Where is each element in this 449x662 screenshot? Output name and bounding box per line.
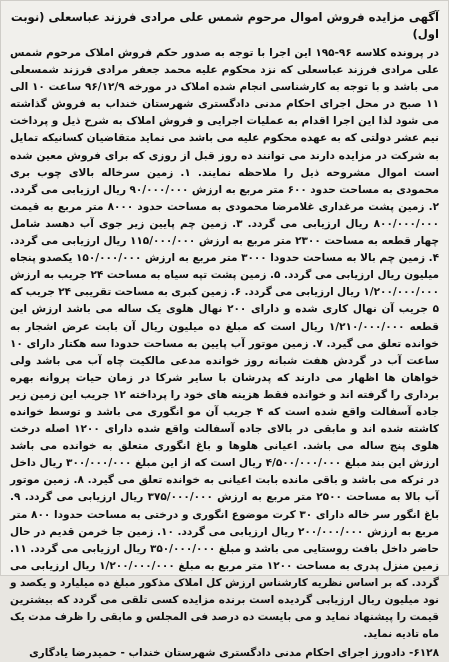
notice-body: در پرونده کلاسه ۹۶-۱۹۵ این اجرا با توجه به صدور حکم فروش املاک مرحوم شمس علی مرادی فرزند عباسعلی که نزد محکوم علیه محمد جعفر مرادی فرزند شمسعلی می باشد و با توجه به کارشناسی انجام شده املاک در مورخه ۹۶/۱۲/۹ ساعت ۱۰ الی ۱۱ صبح در محل اجرای احکام مدنی دادگستری شهرستان خنداب به فروش گذاشته می شود لذا این اجرا اقدام به عملیات اجرایی و فروش املاک به شرح ذیل و پرداخت نیم عشر دولتی که به عهده محکوم علیه می باشد می نماید متقاضیان کسانیکه تمایل به شرکت در مزایده دارند می توانند ده روز قبل از روزی که برای فروش معین شده است اموال مشروحه ذیل را ملاحظه نمایند. ۱. زمین سرخاله بالای چوب بری محمودی به مساحت حدود ۶۰۰ متر مربع به ارزش ۹۰/۰۰۰/۰۰۰ ریال ارزیابی می گردد. ۲. زمین پشت مرغداری غلامرضا محمودی به مساحت حدود ۸۰۰۰ متر مربع به قیمت ۸۰۰/۰۰۰/۰۰۰ ریال ارزیابی می گردد. ۳. زمین چم پایین زیر جوی آب دهسد شامل چهار قطعه به مساحت ۲۳۰۰ متر مربع به ارزش ۱۱۵/۰۰۰/۰۰۰ ریال ارزیابی می گردد. ۴. زمین چم بالا به مساحت حدودا ۳۰۰۰ متر مربع به ارزش ۱۵۰/۰۰۰/۰۰۰ یکصدو پنجاه میلیون ریال ارزیابی می گردد. ۵. زمین پشت تپه سیاه به مساحت ۲۴ جریب به ارزش ۱/۲۰۰/۰۰۰/۰۰۰ ریال ارزیابی می گردد. ۶. زمین کبری به مساحت تقریبی ۲۴ جریب که ۵ جریب آن نهال کاری شده و دارای ۲۰۰ نهال هلوی یک ساله می باشد ارزش این قطعه ۱/۲۱۰/۰۰۰/۰۰۰ ریال است که مبلغ ده میلیون ریال آن بابت عرض اشجار به خوانده تعلق می گیرد. ۷. زمین موتور آب پایین به مساحت حدودا سه هکتار دارای ۱۰ ساعت آب در گردش هفت شبانه روز خوانده مدعی مالکیت چاه آب می باشد ولی خواهان ها اظهار می دارند که پدرشان با سایر شرکا در زمان حیات پروانه بهره برداری را گرفته اند و خوانده فقط هزینه های خود را پرداخته ۱۲ جریب این زمین زیر جاده آسفالت واقع شده است که ۴ جریب آن مو انگوری می باشد و توسط خوانده کاشته شده اند و مابقی در بالای جاده آسفالت واقع شده دارای ۱۲۰۰ اصله درخت هلوی پنج ساله می باشد. اعیانی هلوها و باغ انگوری متعلق به خوانده می باشد ارزش این بند مبلغ ۴/۵۰۰/۰۰۰/۰۰۰ ریال است که از این مبلغ ۳۰۰/۰۰۰/۰۰۰ ریال داخل در ترکه می باشد و باقی مانده بابت اعیانی به خوانده تعلق می گیرد. ۸. زمین موتور آب بالا به مساحت ۲۵۰۰ متر مربع به ارزش ۳۷۵/۰۰۰/۰۰۰ ریال ارزیابی می گردد. ۹. باغ انگور سر خاله دارای ۳۰ کرت موضوع انگوری و درختی به مساحت حدودا ۸۰۰ متر مربع به ارزش ۲۰۰/۰۰۰/۰۰۰ ریال ارزیابی می گردد. ۱۰. زمین جا خرمن قدیم در حال حاضر داخل بافت روستایی می باشد و مبلغ ۳۵۰/۰۰۰/۰۰۰ ریال ارزیابی می گردد. ۱۱. زمین منزل پدری به مساحت ۱۲۰۰ متر مربع به مبلغ ۱/۲۰۰/۰۰۰/۰۰۰ ریال ارزیابی می گردد. که بر اساس نظریه کارشناس ارزش کل املاک مذکور مبلغ ده میلیارد و یکصد و نود میلیون ریال ارزیابی گردیده است برنده مزایده کسی تلقی می گردد که بیشترین قیمت را پیشنهاد نماید و می بایست ده درصد فی المجلس و مابقی را ظرف مدت یک ماه تادیه نماید. — [10, 47, 440, 641]
notice-title: آگهی مزایده فروش اموال مرحوم شمس علی مرادی فرزند عباسعلی (نوبت اول) — [10, 10, 439, 41]
notice-signature: ۶۱۲۸- دادورز اجرای احکام مدنی دادگستری شهرستان خنداب - حمیدرضا یادگاری — [29, 647, 439, 660]
